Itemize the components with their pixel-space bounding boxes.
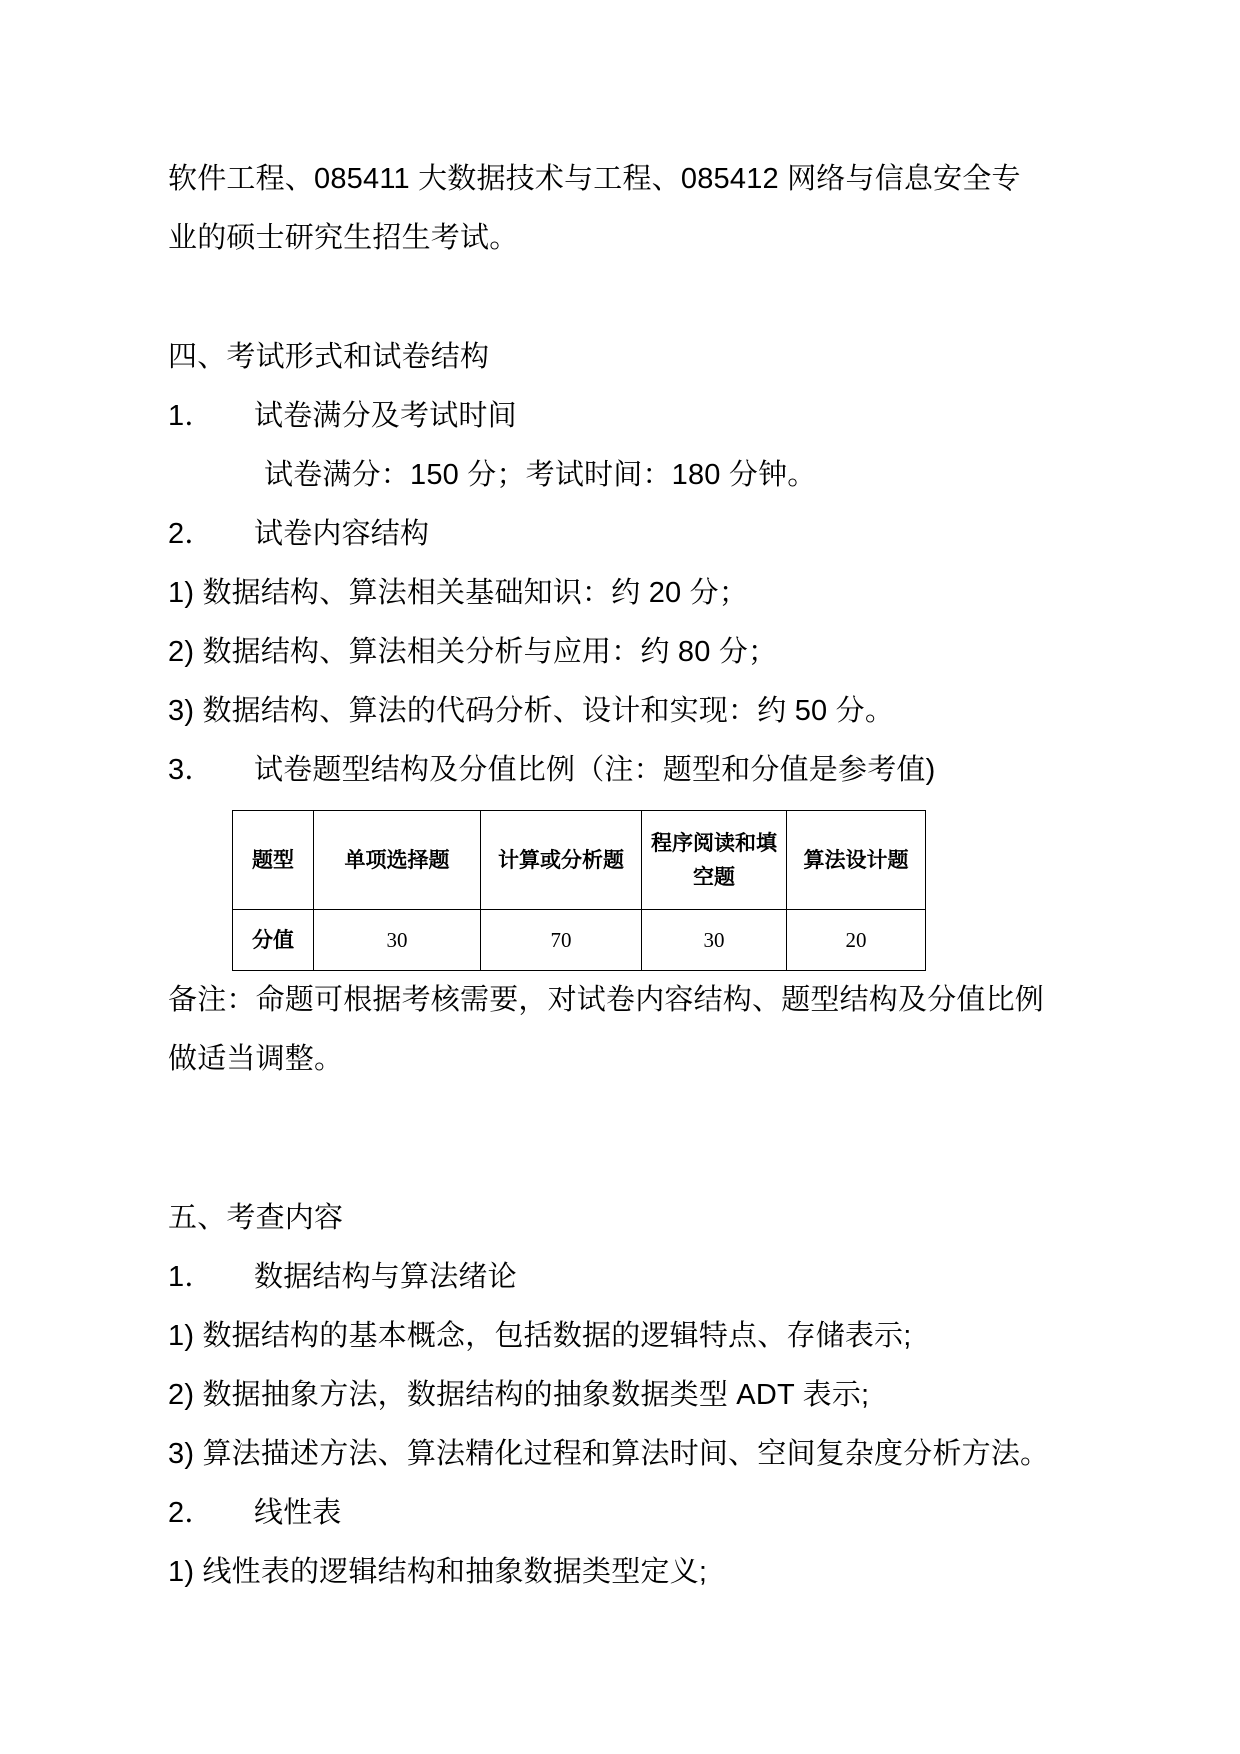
spacer [168,1089,1100,1189]
list-number: 3． [168,754,214,786]
table-header-cell: 计算或分析题 [481,811,642,910]
section-five-point: 3) 算法描述方法、算法精化过程和算法时间、空间复杂度分析方法。 [168,1438,1050,1470]
paragraph-line: 业的硕士研究生招生考试。 [168,222,519,254]
score-table-container [232,810,1100,971]
table-cell-score: 20 [787,910,926,971]
remark-line: 备注：命题可根据考核需要，对试卷内容结构、题型结构及分值比例 [168,984,1045,1016]
section-four-heading: 四、考试形式和试卷结构 [168,341,490,373]
table-header-cell: 算法设计题 [787,811,926,910]
section-four-item-3 [168,741,1100,800]
table-row-label-score: 分值 [233,910,314,971]
list-text: 数据结构与算法绪论 [254,1261,517,1293]
table-cell-score: 70 [481,910,642,971]
content-structure-item: 3) 数据结构、算法的代码分析、设计和实现：约 50 分。 [168,695,895,727]
list-text: 试卷满分及考试时间 [254,400,517,432]
list-text: 试卷内容结构 [254,518,430,550]
detail-text: 试卷满分：150 分；考试时间：180 分钟。 [264,459,817,491]
table-row [233,910,926,971]
section-four-item-2 [168,505,1100,564]
list-text: 试卷题型结构及分值比例（注：题型和分值是参考值) [254,754,936,786]
section-four-item-1 [168,387,1100,446]
score-table [232,810,926,971]
section-five-point: 2) 数据抽象方法，数据结构的抽象数据类型 ADT 表示; [168,1379,870,1411]
section-four-item-1-detail [168,446,1100,505]
table-header-cell: 程序阅读和填空题 [642,811,787,910]
content-structure-item: 2) 数据结构、算法相关分析与应用：约 80 分； [168,636,778,668]
paragraph-line: 软件工程、085411 大数据技术与工程、085412 网络与信息安全专 [168,163,1021,195]
document-body [168,150,1100,1602]
section-five-point: 1) 线性表的逻辑结构和抽象数据类型定义; [168,1556,708,1588]
table-header-row [233,811,926,910]
list-number: 1． [168,400,214,432]
table-cell-score: 30 [314,910,481,971]
remark-line: 做适当调整。 [168,1043,344,1075]
section-five-item-1 [168,1248,1100,1307]
list-text: 线性表 [254,1497,342,1529]
section-five-item-2 [168,1484,1100,1543]
list-number: 2． [168,1497,214,1529]
list-number: 1． [168,1261,214,1293]
spacer [168,268,1100,328]
content-structure-item: 1) 数据结构、算法相关基础知识：约 20 分； [168,577,749,609]
table-header-cell: 单项选择题 [314,811,481,910]
list-number: 2． [168,518,214,550]
table-header-cell-type: 题型 [233,811,314,910]
section-five-point: 1) 数据结构的基本概念，包括数据的逻辑特点、存储表示; [168,1320,912,1352]
section-five-heading: 五、考查内容 [168,1202,344,1234]
table-cell-score: 30 [642,910,787,971]
